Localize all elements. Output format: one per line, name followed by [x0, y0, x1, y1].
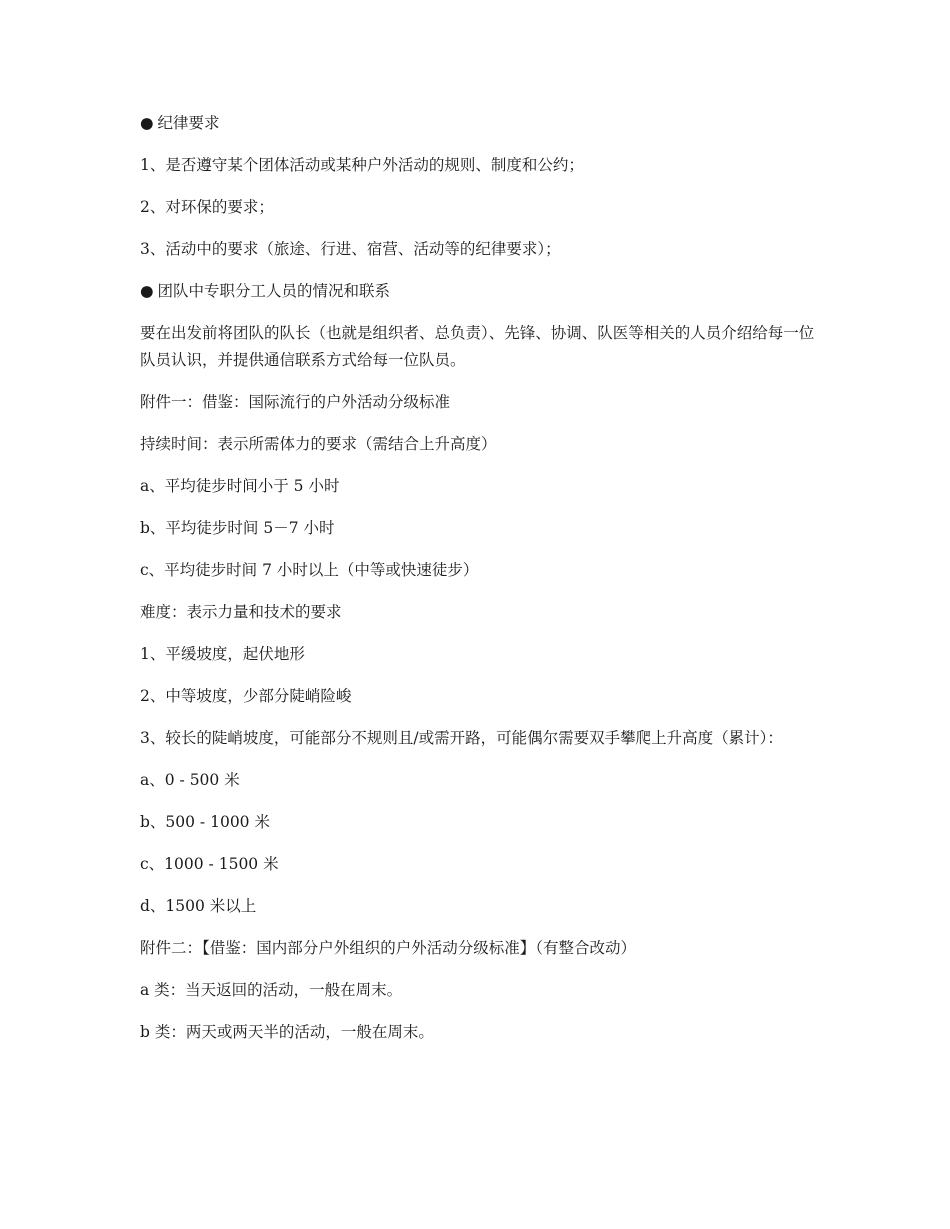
paragraph: c、平均徒步时间 7 小时以上（中等或快速徒步） [140, 561, 479, 579]
paragraph: a 类：当天返回的活动，一般在周末。 [140, 981, 403, 999]
section-heading [140, 110, 820, 137]
paragraph: 持续时间：表示所需体力的要求（需结合上升高度） [140, 435, 497, 453]
paragraph: a、平均徒步时间小于 5 小时 [140, 477, 340, 495]
paragraph: b 类：两天或两天半的活动，一般在周末。 [140, 1023, 434, 1041]
section-heading [140, 278, 820, 305]
paragraph: 难度：表示力量和技术的要求 [140, 603, 342, 621]
paragraph: a、0 - 500 米 [140, 771, 240, 789]
paragraph: 附件一：借鉴：国际流行的户外活动分级标准 [140, 393, 451, 411]
paragraph: 2、对环保的要求； [140, 198, 274, 216]
paragraph: b、500 - 1000 米 [140, 813, 270, 831]
paragraph: 附件二：【借鉴：国内部分户外组织的户外活动分级标准】（有整合改动） [140, 939, 637, 957]
bullet-icon: ● [140, 282, 154, 300]
paragraph: 1、是否遵守某个团体活动或某种户外活动的规则、制度和公约； [140, 156, 584, 174]
paragraph: 要在出发前将团队的队长（也就是组织者、总负责）、先锋、协调、队医等相关的人员介绍给每一位队员认识，并提供通信联系方式给每一位队员。 [140, 324, 815, 369]
paragraph: 2、中等坡度，少部分陡峭险峻 [140, 687, 352, 705]
paragraph: c、1000 - 1500 米 [140, 855, 279, 873]
paragraph: d、1500 米以上 [140, 897, 257, 915]
paragraph: 3、活动中的要求（旅途、行进、宿营、活动等的纪律要求）； [140, 240, 561, 258]
heading-text: 团队中专职分工人员的情况和联系 [157, 282, 391, 300]
document-body [140, 110, 820, 1061]
bullet-icon: ● [140, 114, 154, 132]
heading-text: 纪律要求 [157, 114, 220, 132]
paragraph: 1、平缓坡度，起伏地形 [140, 645, 305, 663]
paragraph: b、平均徒步时间 5－7 小时 [140, 519, 335, 537]
paragraph: 3、较长的陡峭坡度，可能部分不规则且/或需开路，可能偶尔需要双手攀爬上升高度（累计）： [140, 729, 783, 747]
